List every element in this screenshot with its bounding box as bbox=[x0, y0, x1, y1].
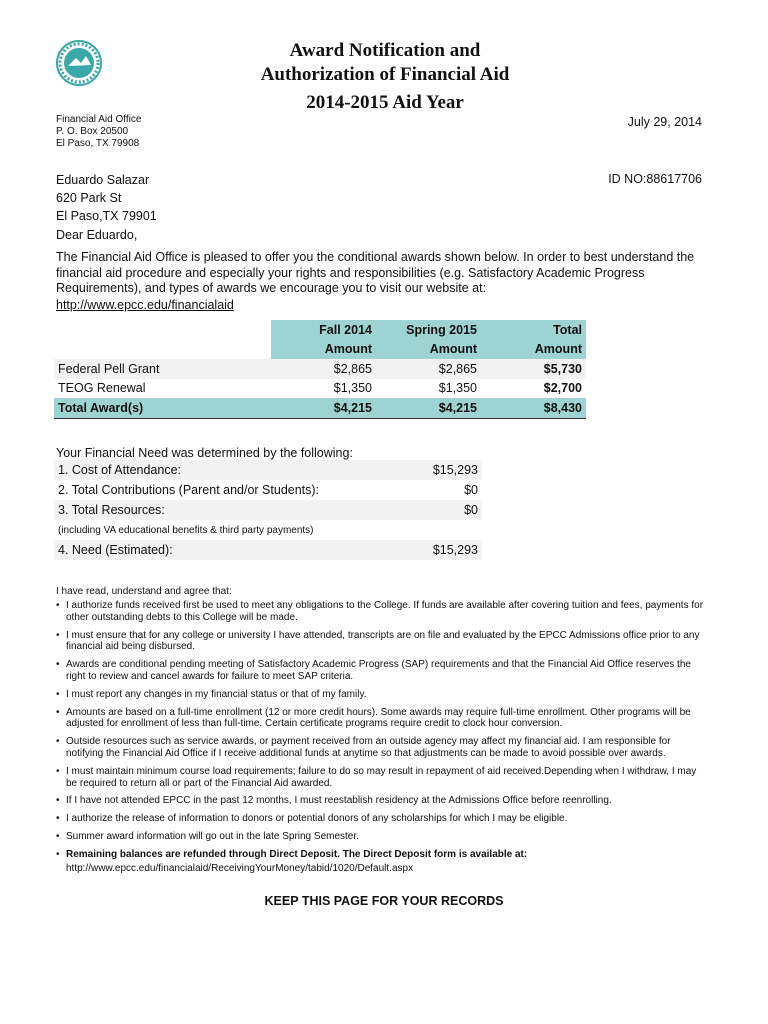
letter-date: July 29, 2014 bbox=[627, 115, 702, 129]
need-note-row bbox=[54, 520, 482, 540]
office-line3: El Paso, TX 79908 bbox=[56, 138, 140, 149]
need-value: $0 bbox=[464, 483, 478, 497]
list-item: • I must maintain minimum course load requirements; failure to do so may result in repayment of aid received.Depending when I withdraw, I may be required to return all or part of the Financial Aid awarded. bbox=[56, 766, 706, 790]
doc-title-line1: Award Notification and bbox=[289, 40, 481, 61]
list-item: • If I have not attended EPCC in the past 12 months, I must reestablish residency at the Admissions Office before reenrolling. bbox=[56, 795, 706, 807]
need-estimate-label: 4. Need (Estimated): bbox=[58, 543, 173, 557]
total-total: $8,430 bbox=[481, 398, 586, 418]
need-label: 3. Total Resources: bbox=[58, 503, 165, 517]
spring-header: Spring 2015 bbox=[376, 320, 481, 340]
table-row bbox=[54, 460, 482, 480]
list-item: • I authorize funds received first be used to meet any obligations to the College. If funds are available after covering tuition and fees, payments for other outstanding debts to this College will be made. bbox=[56, 600, 706, 624]
need-note: (including VA educational benefits & third party payments) bbox=[58, 524, 314, 536]
office-line1: Financial Aid Office bbox=[56, 114, 142, 125]
recipient-address bbox=[56, 171, 157, 225]
awards-header-row bbox=[54, 320, 586, 340]
doc-aid-year: 2014-2015 Aid Year bbox=[306, 92, 464, 113]
deposit-item bbox=[56, 849, 706, 875]
total-fall: $4,215 bbox=[271, 398, 376, 418]
need-label: 1. Cost of Attendance: bbox=[58, 463, 181, 477]
agree-heading: I have read, understand and agree that: bbox=[56, 586, 232, 597]
deposit-url[interactable]: http://www.epcc.edu/financialaid/ReceivingYourMoney/tabid/1020/Default.aspx bbox=[66, 862, 414, 874]
awards-table bbox=[54, 320, 586, 419]
award-spring: $2,865 bbox=[438, 361, 477, 376]
award-total: $2,700 bbox=[543, 381, 582, 396]
recipient-city: El Paso,TX 79901 bbox=[56, 209, 157, 223]
greeting: Dear Eduardo, bbox=[56, 228, 138, 242]
need-estimate-row bbox=[54, 540, 482, 560]
list-item: • Awards are conditional pending meeting of Satisfactory Academic Progress (SAP) requirements and that the Financial Aid Office reserves the right to review and cancel awards for failure to meet SAP criteria. bbox=[56, 659, 706, 683]
list-item: • I must report any changes in my financial status or that of my family. bbox=[56, 689, 706, 701]
list-item: • Outside resources such as service awards, or payment received from an outside agency may affect my financial aid. I am responsible for notifying the Financial Aid Office if I receive additional funds at anytime so that adjustments can be made to avoid possible over awards. bbox=[56, 736, 706, 760]
office-line2: P. O. Box 20500 bbox=[56, 126, 129, 137]
total-subheader: Amount bbox=[481, 340, 586, 360]
award-name: Federal Pell Grant bbox=[58, 361, 160, 376]
footer-notice: KEEP THIS PAGE FOR YOUR RECORDS bbox=[264, 894, 504, 908]
award-fall: $1,350 bbox=[333, 381, 372, 396]
college-seal-icon bbox=[56, 40, 102, 86]
need-label: 2. Total Contributions (Parent and/or Students): bbox=[58, 483, 320, 497]
award-total: $5,730 bbox=[543, 361, 582, 376]
total-header: Total bbox=[481, 320, 586, 340]
table-row bbox=[54, 480, 482, 500]
need-heading: Your Financial Need was determined by the following: bbox=[56, 446, 353, 460]
need-table bbox=[54, 460, 482, 560]
total-awards-label: Total Award(s) bbox=[54, 398, 271, 418]
list-item: • I authorize the release of information to donors or potential donors of any scholarships for which I may be eligible. bbox=[56, 813, 706, 825]
need-value: $15,293 bbox=[432, 463, 478, 477]
deposit-text: • Remaining balances are refunded through Direct Deposit. The Direct Deposit form is available at: bbox=[66, 848, 528, 860]
list-item: • Amounts are based on a full-time enrollment (12 or more credit hours). Some awards may require full-time enrollment. Other programs will be adjusted for enrollment of less than full-time. Certain certificate programs require credit to clock hour conversion. bbox=[56, 707, 706, 731]
table-row bbox=[54, 359, 586, 379]
website-link[interactable]: http://www.epcc.edu/financialaid bbox=[56, 298, 234, 312]
table-row bbox=[54, 500, 482, 520]
intro-paragraph: The Financial Aid Office is pleased to offer you the conditional awards shown below. In order to best understand the financial aid procedure and especially your rights and responsibilities (e.g. Satisfactory Academic Progress Requirements), and types of awards we encourage you to visit our website at: bbox=[56, 250, 695, 295]
award-name: TEOG Renewal bbox=[58, 381, 146, 396]
total-spring: $4,215 bbox=[376, 398, 481, 418]
fall-subheader: Amount bbox=[271, 340, 376, 360]
table-row bbox=[54, 379, 586, 399]
award-spring: $1,350 bbox=[438, 381, 477, 396]
award-fall: $2,865 bbox=[333, 361, 372, 376]
agreement-list bbox=[56, 600, 706, 880]
fall-header: Fall 2014 bbox=[271, 320, 376, 340]
list-item: • Summer award information will go out in the late Spring Semester. bbox=[56, 831, 706, 843]
need-value: $0 bbox=[464, 503, 478, 517]
awards-total-row bbox=[54, 398, 586, 418]
office-address bbox=[56, 114, 141, 150]
recipient-name: Eduardo Salazar bbox=[56, 173, 150, 187]
recipient-street: 620 Park St bbox=[56, 191, 122, 205]
need-estimate-value: $15,293 bbox=[432, 543, 478, 557]
doc-title-line2: Authorization of Financial Aid bbox=[260, 64, 510, 85]
list-item: • I must ensure that for any college or university I have attended, transcripts are on file and evaluated by the EPCC Admissions office prior to any financial aid being disbursed. bbox=[56, 630, 706, 654]
spring-subheader: Amount bbox=[376, 340, 481, 360]
student-id: ID NO:88617706 bbox=[608, 172, 702, 186]
awards-subheader-row bbox=[54, 340, 586, 360]
